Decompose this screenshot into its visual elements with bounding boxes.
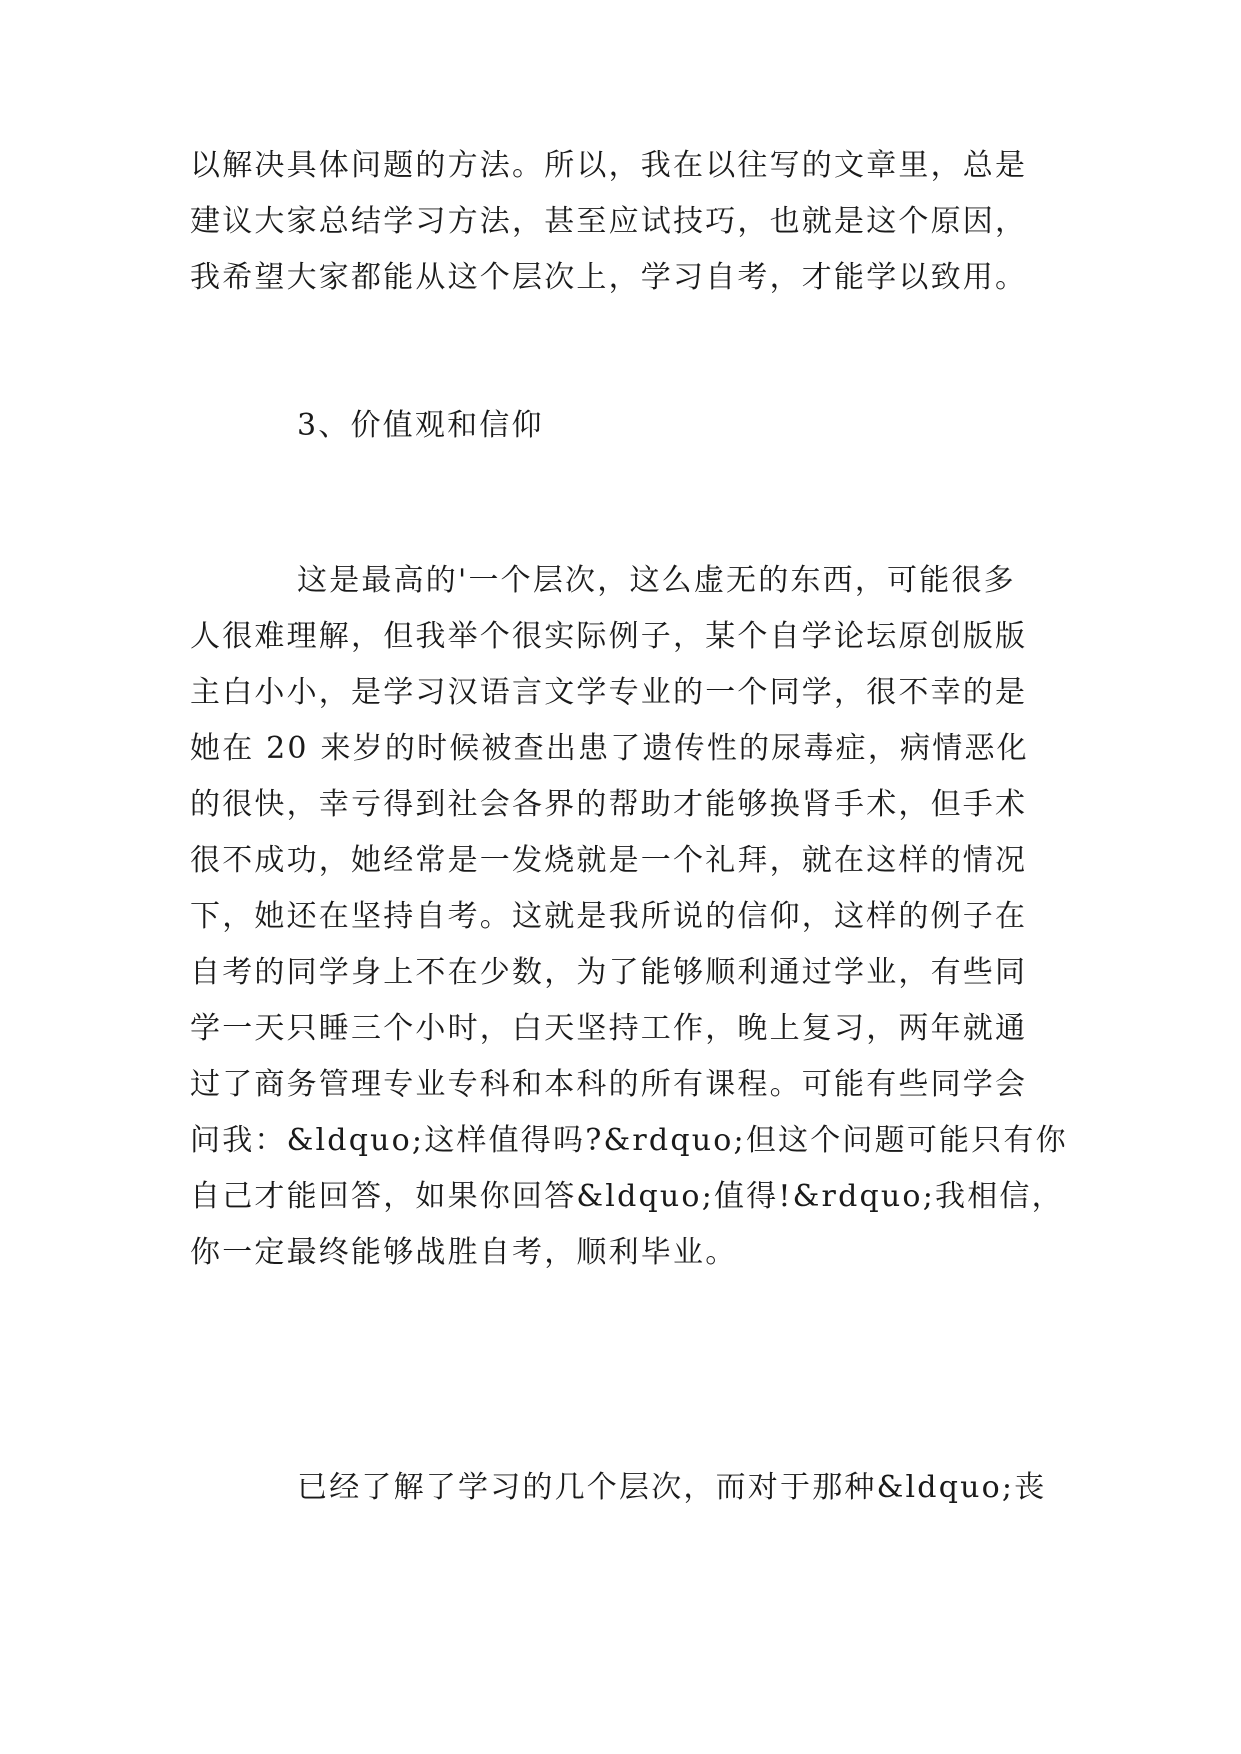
heading-text: 3、价值观和信仰: [297, 408, 544, 443]
text-line: 自己才能回答，如果你回答&ldquo;值得!&rdquo;我相信，: [190, 1179, 1064, 1214]
text-line: 问我：&ldquo;这样值得吗?&rdquo;但这个问题可能只有你: [190, 1123, 1068, 1158]
paragraph-values-beliefs: [190, 553, 1068, 1281]
text-line: 很不成功，她经常是一发烧就是一个礼拜，就在这样的情况: [190, 843, 1028, 878]
text-line: 这是最高的'一个层次，这么虚无的东西，可能很多: [297, 563, 1016, 598]
text-line: 以解决具体问题的方法。所以，我在以往写的文章里，总是: [190, 148, 1028, 183]
text-line: 的很快，幸亏得到社会各界的帮助才能够换肾手术，但手术: [190, 787, 1028, 822]
text-line: 自考的同学身上不在少数，为了能够顺利通过学业，有些同: [190, 955, 1028, 990]
text-line: 主白小小，是学习汉语言文学专业的一个同学，很不幸的是: [190, 675, 1028, 710]
text-line: 学一天只睡三个小时，白天坚持工作，晚上复习，两年就通: [190, 1011, 1028, 1046]
paragraph-levels: [190, 1460, 1050, 1516]
text-line: 下，她还在坚持自考。这就是我所说的信仰，这样的例子在: [190, 899, 1028, 934]
text-line: 我希望大家都能从这个层次上，学习自考，才能学以致用。: [190, 260, 1028, 295]
text-line: 建议大家总结学习方法，甚至应试技巧，也就是这个原因，: [190, 204, 1028, 239]
section-heading: [190, 398, 1050, 454]
text-line: 你一定最终能够战胜自考，顺利毕业。: [190, 1235, 738, 1270]
paragraph-methods: [190, 138, 1050, 306]
text-line: 已经了解了学习的几个层次，而对于那种&ldquo;丧: [297, 1470, 1047, 1505]
text-line: 人很难理解，但我举个很实际例子，某个自学论坛原创版版: [190, 619, 1028, 654]
text-line: 过了商务管理专业专科和本科的所有课程。可能有些同学会: [190, 1067, 1028, 1102]
text-line: 她在 20 来岁的时候被查出患了遗传性的尿毒症，病情恶化: [190, 731, 1029, 766]
